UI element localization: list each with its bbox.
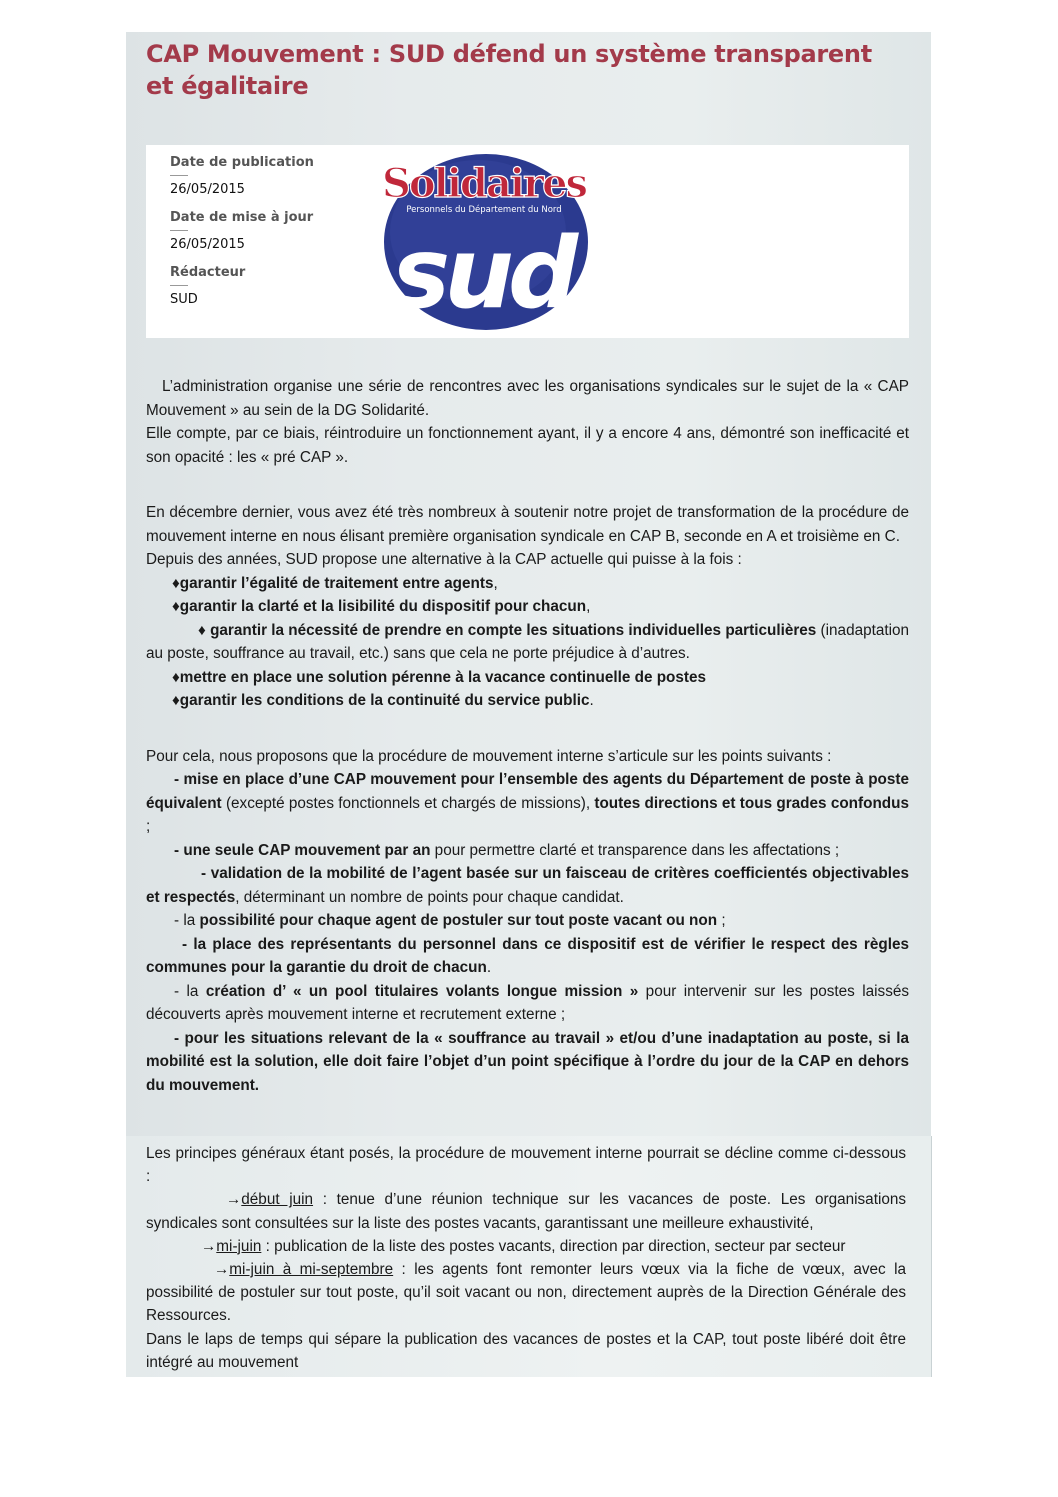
publication-date-value: 26/05/2015 [170, 182, 245, 197]
proposal-text: pour intervenir sur les postes laissés découverts après mouvement interne et recrutement externe ; [146, 982, 909, 1023]
step-item [146, 1258, 906, 1328]
bullet-text: ♦garantir l’égalité de traitement entre agents [172, 574, 494, 592]
bullet-item [146, 689, 909, 713]
proposal-text: (excepté postes fonctionnels et chargés de missions), [221, 794, 595, 812]
proposal-item [146, 1027, 909, 1098]
author-value: SUD [170, 292, 198, 307]
logo-sub-text: Personnels du Département du Nord [406, 205, 562, 215]
proposal-item [146, 862, 909, 909]
spacer [146, 469, 909, 501]
step-text: : tenue d’une réunion technique sur les vacances de poste. Les organisations syndicales sont consultées sur la liste des postes vacants, garantissant une meilleure exhaustivité, [146, 1191, 907, 1232]
paragraph: Depuis des années, SUD propose une alternative à la CAP actuelle qui puisse à la fois : [146, 551, 742, 568]
paragraph: Dans le laps de temps qui sépare la publication des vacances de postes et la CAP, tout poste libéré doit être intégré au mouvement [146, 1330, 906, 1371]
step-date: mi-juin [216, 1237, 262, 1255]
arrow-right-icon: → [201, 1237, 217, 1255]
proposal-bold: toutes directions et tous grades confondus [594, 794, 910, 812]
proposal-text: ; [146, 818, 151, 835]
update-date-value: 26/05/2015 [170, 237, 245, 252]
procedure-section [126, 1136, 932, 1377]
bullet-text: ♦mettre en place une solution pérenne à la vacance continuelle de postes [172, 668, 707, 686]
proposal-item [146, 933, 909, 980]
divider [170, 285, 188, 286]
paragraph: En décembre dernier, vous avez été très nombreux à soutenir notre projet de transformation de la procédure de mouvement interne en nous élisant première organisation syndicale en CAP B, seconde en A et troisième en C. [146, 504, 909, 545]
proposal-bold: - la place des représentants du personnel dans ce dispositif est de vérifier le respect des règles communes pour la garantie du droit de chacun [146, 935, 909, 976]
proposal-text: . [486, 959, 492, 976]
proposal-bold: - validation de la mobilité de l’agent basée sur un faisceau de critères coefficientés objectivables et respectés [146, 865, 909, 906]
step-date: mi-juin à mi-septembre [229, 1261, 394, 1279]
step-item [146, 1235, 906, 1258]
solidaires-sud-logo-icon [378, 147, 590, 333]
step-text: : publication de la liste des postes vacants, direction par direction, secteur par secteur [261, 1237, 846, 1255]
divider [170, 175, 188, 176]
step-date: début juin [241, 1191, 314, 1209]
bullet-item [146, 572, 909, 596]
update-date-label: Date de mise à jour [170, 210, 314, 225]
bullet-end: , [586, 598, 591, 615]
article-page [126, 32, 931, 1377]
author-label: Rédacteur [170, 265, 246, 280]
bullet-text: ♦ garantir la nécessité de prendre en compte les situations individuelles particulières [198, 621, 817, 639]
step-item [146, 1188, 906, 1234]
meta-box [146, 145, 909, 338]
meta-info [170, 155, 350, 320]
procedure-body [146, 1142, 906, 1374]
logo-main-text: sud [391, 217, 573, 331]
bullet-text: ♦garantir les conditions de la continuité du service public [172, 692, 590, 709]
proposal-bold: - pour les situations relevant de la « souffrance au travail » et/ou d’une inadaptation au poste, si la mobilité est la solution, elle doit faire l’objet d’un point spécifique à l’ordre du jour de la CAP en dehors du mouvement. [146, 1029, 909, 1094]
proposal-item [146, 768, 909, 839]
paragraph: Pour cela, nous proposons que la procédure de mouvement interne s’articule sur les points suivants : [146, 747, 832, 765]
proposal-text: , déterminant un nombre de points pour chaque candidat. [235, 888, 624, 906]
proposal-bold: - une seule CAP mouvement par an [174, 841, 431, 859]
article-body [146, 375, 909, 1097]
arrow-right-icon: → [214, 1261, 230, 1279]
bullet-item [146, 666, 909, 690]
proposal-text: ; [717, 912, 726, 929]
proposal-bold: création d’ « un pool titulaires volants longue mission » [205, 982, 639, 1000]
bullet-item [146, 595, 909, 619]
proposal-bold: possibilité pour chaque agent de postuler sur tout poste vacant ou non [199, 912, 718, 929]
spacer [146, 713, 909, 745]
paragraph: Les principes généraux étant posés, la procédure de mouvement interne pourrait se décline comme ci-dessous : [146, 1145, 906, 1186]
proposal-bold: - mise en place d’une CAP mouvement pour l’ensemble des agents du Département de poste à poste équivalent [146, 771, 909, 812]
divider [170, 230, 188, 231]
proposal-item [146, 839, 909, 863]
article-title: CAP Mouvement : SUD défend un système transparent et égalitaire [146, 40, 872, 100]
bullet-item [146, 619, 909, 666]
arrow-right-icon: → [226, 1191, 242, 1209]
paragraph: L’administration organise une série de rencontres avec les organisations syndicales sur le sujet de la « CAP Mouvement » au sein de la DG Solidarité. [146, 378, 909, 419]
bullet-end: , [493, 574, 498, 592]
proposal-text: pour permettre clarté et transparence dans les affectations ; [430, 841, 840, 859]
proposal-item [146, 909, 909, 933]
publication-date-label: Date de publication [170, 155, 314, 170]
proposal-item [146, 980, 909, 1027]
paragraph: Elle compte, par ce biais, réintroduire un fonctionnement ayant, il y a encore 4 ans, démontré son inefficacité et son opacité : les « pré CAP ». [146, 425, 909, 466]
bullet-rest: (inadaptation au poste, souffrance au travail, etc.) sans que cela ne porte préjudice à d’autres. [146, 621, 910, 662]
bullet-end: . [589, 692, 594, 709]
proposal-text: - la [174, 982, 206, 1000]
bullet-text: ♦garantir la clarté et la lisibilité du dispositif pour chacun [172, 598, 587, 615]
logo-top-text: Solidaires [381, 160, 587, 207]
step-text: : les agents font remonter leurs vœux via la fiche de vœux, avec la possibilité de postuler sur tout poste, qu’il soit vacant ou non, directement auprès de la Direction Générale des Ressources. [146, 1261, 907, 1325]
proposal-text: - la [174, 912, 200, 929]
